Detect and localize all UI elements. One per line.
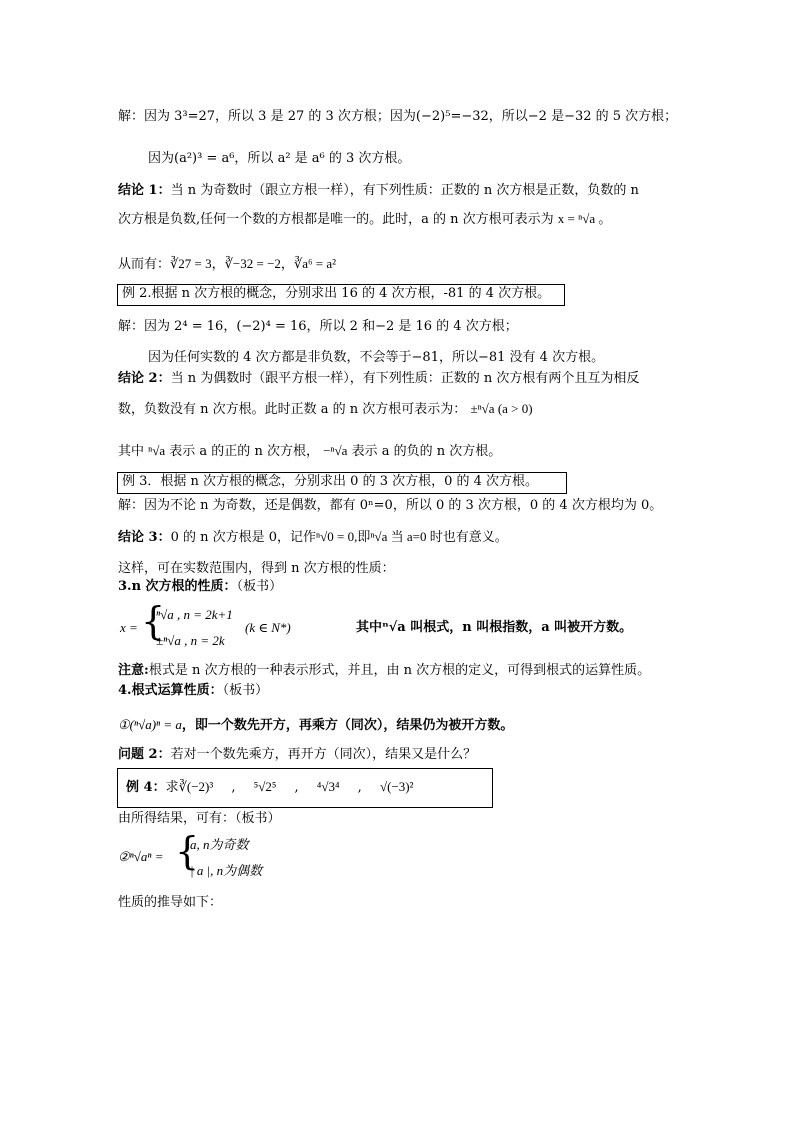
conclusion2-text1: 当 n 为偶数时（跟平方根一样），有下列性质：正数的 n 次方根有两个且互为相反 (170, 371, 640, 386)
property1-text: ，即一个数先开方，再乘方（同次），结果仍为被开方数。 (181, 718, 514, 733)
section3-cond: (k ∈ N*) (245, 620, 291, 635)
conclusion1-formula: x = ⁿ√a 。 (557, 211, 612, 226)
therefore-prefix: 从而有： (118, 257, 171, 272)
conclusion1-text2: 次方根是负数,任何一个数的方根都是唯一的。此时，a 的 n 次方根可表示为 (118, 212, 554, 227)
example4-expr3: ⁴√3⁴ (316, 779, 340, 794)
solution2-line1: 解：因为 2⁴ = 16，(−2)⁴ = 16，所以 2 和−2 是 16 的 4 次方根； (118, 319, 518, 334)
conclusion3-line (118, 528, 508, 547)
therefore-line (118, 255, 336, 274)
conclusion3-label: 结论 3： (118, 530, 171, 545)
section4-heading (118, 682, 268, 700)
section3-case2: ±ⁿ√a , n = 2k (156, 633, 225, 648)
conclusion2-formula: ±ⁿ√a (a > 0) (470, 401, 533, 416)
section3-title: 3.n 次方根的性质： (118, 579, 237, 594)
left-brace: { (141, 599, 166, 643)
conclusion2-label: 结论 2： (118, 371, 171, 386)
note-line (118, 662, 650, 680)
question2-label: 问题 2： (118, 747, 171, 762)
therefore-expr: ∛27 = 3，∛−32 = −2，∛a⁶ = a² (170, 256, 336, 271)
example4-label: 例 4： (126, 780, 166, 795)
note-label: 注意: (118, 663, 149, 678)
example4-expr2: ⁵√2⁵ (253, 779, 277, 794)
section3-note: （板书） (236, 579, 283, 594)
example4-sep3: , (357, 780, 362, 795)
conclusion1-label: 结论 1： (118, 183, 171, 198)
property2-brace: { (175, 829, 200, 873)
example4-expr4: √(−3)² (379, 779, 414, 794)
note-text: 根式是 n 次方根的一种表示形式，并且，由 n 次方根的定义，可得到根式的运算性质。 (148, 663, 651, 678)
property1-line (118, 716, 513, 735)
property2-case1: a, n为奇数 (190, 837, 249, 852)
example2-text: 例 2.根据 n 次方根的概念，分别求出 16 的 4 次方根，-81 的 4 次方根。 (122, 286, 551, 301)
example4-line (126, 778, 413, 797)
conclusion2-text3b: 表示 a 的正的 n 次方根， (169, 444, 319, 459)
example4-expr1: ∛(−2)³ (178, 779, 214, 794)
section4-note: （板书） (222, 683, 269, 698)
conclusion2-line2 (118, 400, 533, 419)
example4-prefix: 求 (165, 780, 179, 795)
section3-case1: ⁿ√a , n = 2k+1 (156, 607, 233, 622)
example4-sep2: , (294, 780, 299, 795)
conclusion2-text3a: 其中 (118, 444, 145, 459)
solution2-line2: 因为任何实数的 4 次方都是非负数，不会等于−81，所以−81 没有 4 次方根。 (148, 350, 605, 365)
derivation-line: 性质的推导如下： (118, 895, 223, 910)
conclusion3-text-a: 0 的 n 次方根是 0，记作 (170, 530, 317, 545)
solution1-line2: 因为(a²)³ = a⁶，所以 a² 是 a⁶ 的 3 次方根。 (148, 151, 411, 166)
example3-text: 例 3．根据 n 次方根的概念，分别求出 0 的 3 次方根，0 的 4 次方根。 (122, 474, 539, 489)
radical-a-symbol: ⁿ√a (148, 443, 166, 458)
conclusion2-text3c: 表示 a 的负的 n 次方根。 (351, 444, 502, 459)
question2-text: 若对一个数先乘方，再开方（同次），结果又是什么？ (170, 747, 477, 762)
section4-title: 4.根式运算性质： (118, 683, 223, 698)
solution1-line1: 解：因为 3³=27，所以 3 是 27 的 3 次方根；因为(−2)⁵=−32，所以−2 是−32 的 5 次方根； (118, 109, 678, 124)
section3-x-label: x = (120, 620, 138, 635)
conclusion1-line2 (118, 210, 611, 229)
section3-heading (118, 578, 282, 596)
property2-case2: | a |, n为偶数 (190, 863, 263, 878)
neg-radical-a-symbol: −ⁿ√a (323, 443, 348, 458)
solution3-line1: 解：因为不论 n 为奇数，还是偶数，都有 0ⁿ=0，所以 0 的 3 次方根，0 的 4 次方根均为 0。 (118, 498, 663, 513)
section3-explain: 其中ⁿ√a 叫根式，n 叫根指数，a 叫被开方数。 (356, 620, 633, 635)
question2-line (118, 746, 476, 764)
conclusion2-line3 (118, 442, 501, 461)
example4-sep1: , (231, 780, 236, 795)
property2-lhs: ②ⁿ√aⁿ = (118, 849, 164, 864)
conclusion2-text2: 数，负数没有 n 次方根。此时正数 a 的 n 次方根可表示为： (118, 402, 467, 417)
conclusion1-text1: 当 n 为奇数时（跟立方根一样），有下列性质：正数的 n 次方根是正数，负数的 n (170, 183, 639, 198)
conclusion3-text-b: ⁿ√0 = 0,即ⁿ√a 当 a=0 时也有意义。 (316, 529, 508, 544)
conclusion2-line1 (118, 370, 639, 388)
result-line: 由所得结果，可有：（板书） (118, 811, 281, 826)
conclusion1-line1 (118, 182, 639, 200)
thus-line: 这样，可在实数范围内，得到 n 次方根的性质： (118, 561, 395, 576)
property1-formula: ①(ⁿ√a)ⁿ = a (118, 717, 182, 732)
